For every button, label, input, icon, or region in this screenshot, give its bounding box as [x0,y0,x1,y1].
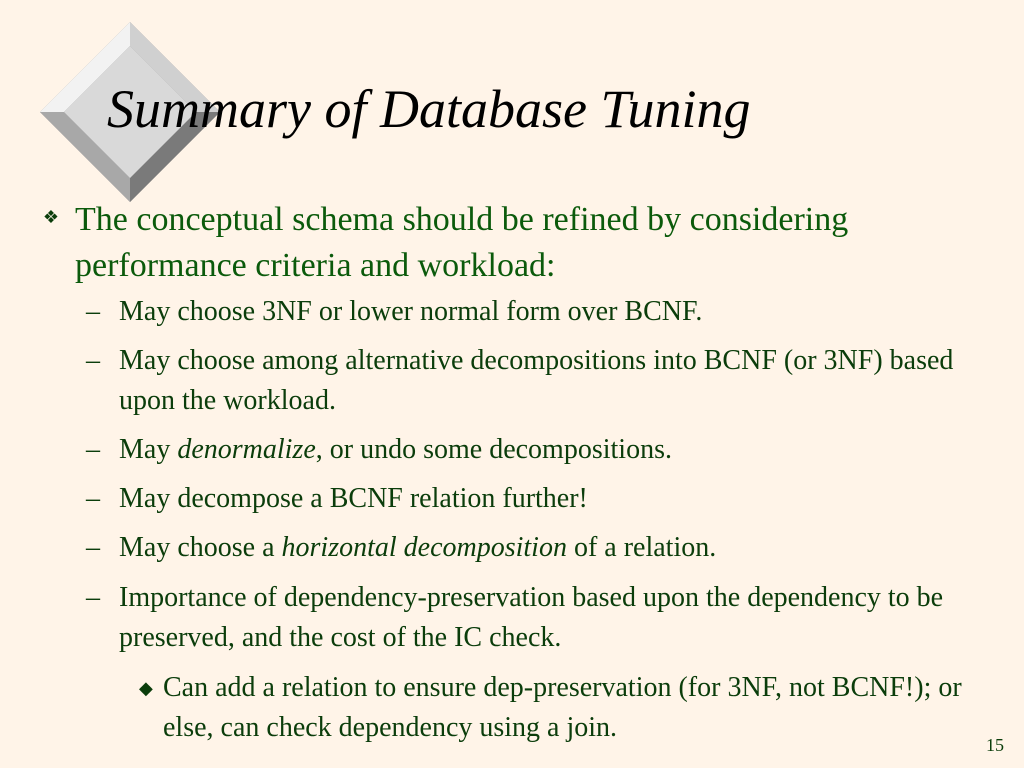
dash-icon: – [86,296,100,327]
dash-icon: – [86,582,100,613]
emphasis-text: horizontal decomposition [281,532,567,563]
sub-bullet-text: May choose 3NF or lower normal form over BCNF. [119,296,703,327]
dash-icon: – [86,532,100,563]
page-title: Summary of Database Tuning [107,79,751,139]
sub-bullet-text: May choose a horizontal decomposition of a relation. [119,532,717,563]
clover-bullet-icon: ❖ [42,207,60,227]
sub-bullet-text: Importance of dependency-preservation based upon the dependency to be preserved, and the cost of the IC check. [119,582,944,653]
sub-sub-bullet-text: Can add a relation to ensure dep-preservation (for 3NF, not BCNF!); or else, can check dependency using a join. [163,672,962,743]
page-number: 15 [986,735,1004,755]
sub-bullet-text: May decompose a BCNF relation further! [119,483,588,514]
emphasis-text: denormalize [177,434,316,465]
sub-bullet-text: May denormalize, or undo some decompositions. [119,434,672,465]
dash-icon: – [86,434,100,465]
dash-icon: – [86,483,100,514]
main-bullet-text: The conceptual schema should be refined by considering performance criteria and workload: [75,201,849,284]
sub-bullet-text: May choose among alternative decompositions into BCNF (or 3NF) based upon the workload. [119,345,954,416]
diamond-bullet-icon: ◆ [139,678,153,698]
dash-icon: – [86,345,100,376]
